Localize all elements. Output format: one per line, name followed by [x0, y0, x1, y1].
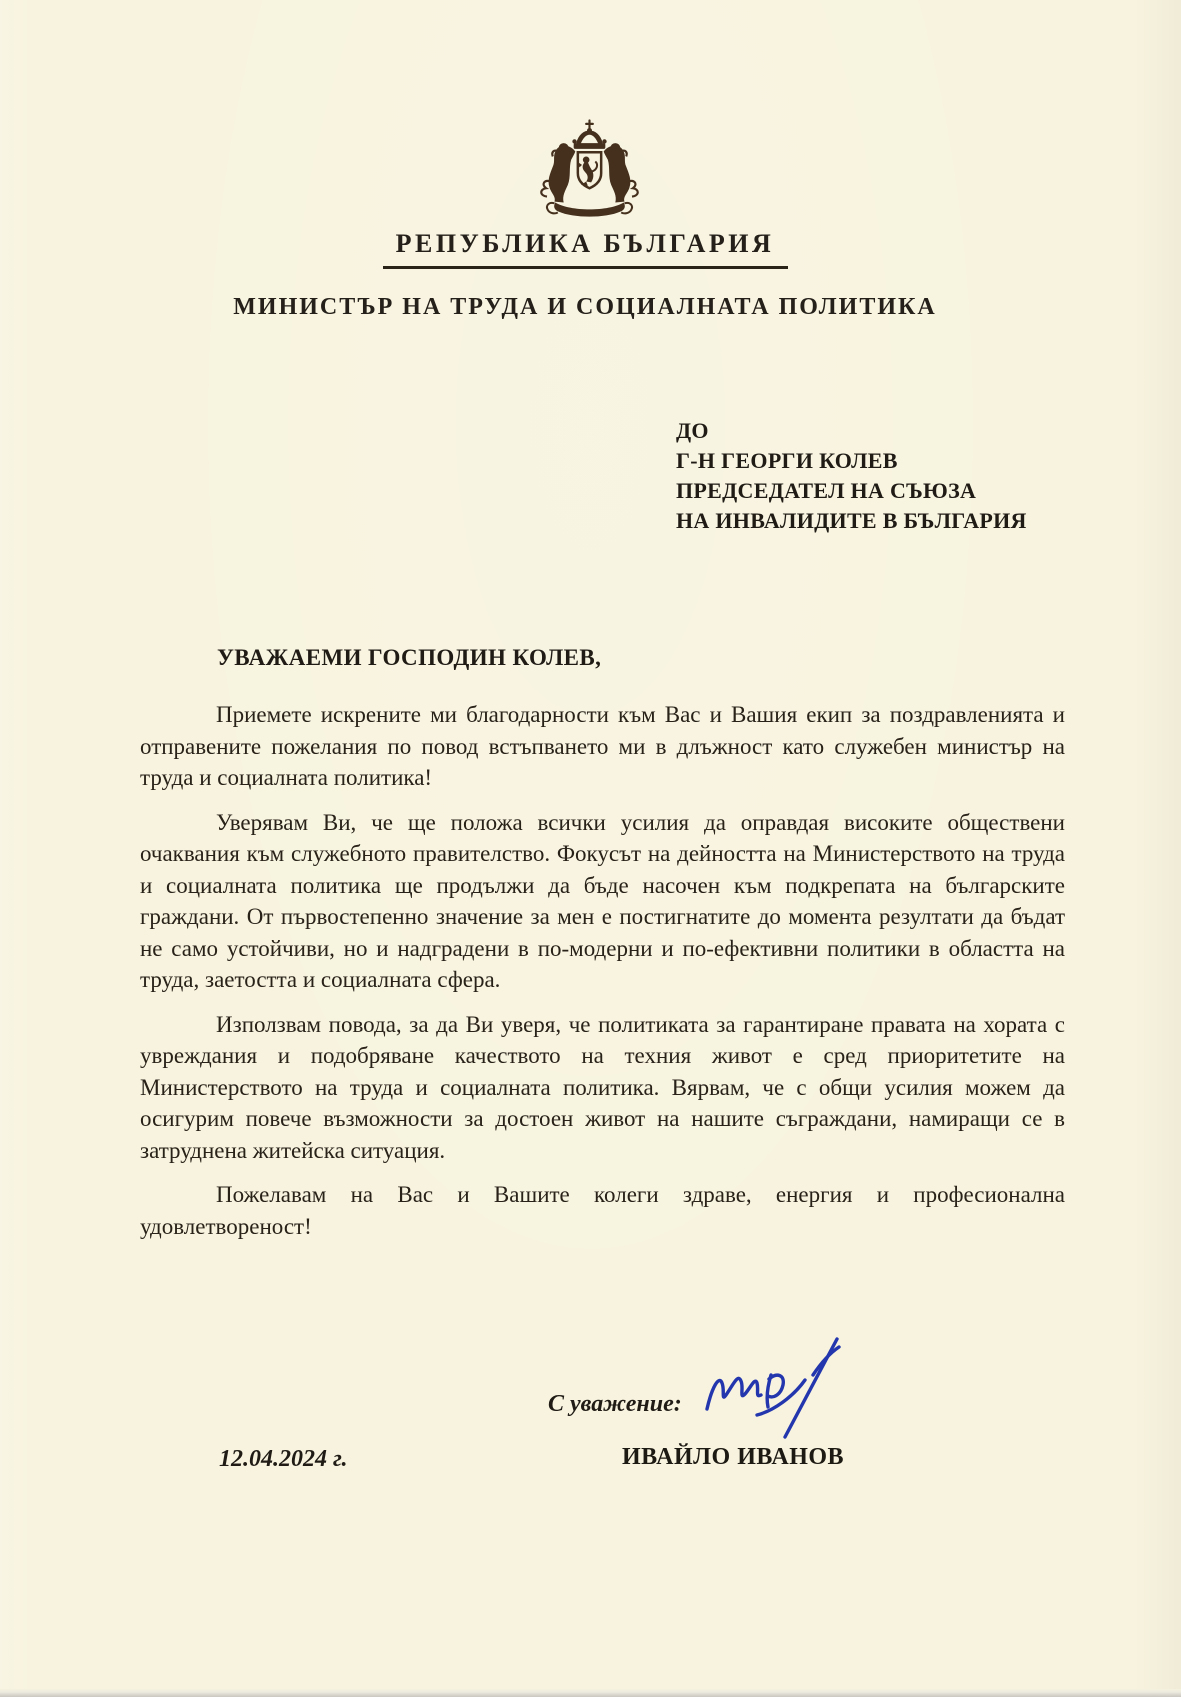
signatory-name: ИВАЙЛО ИВАНОВ: [622, 1444, 845, 1470]
signature-scribble: [697, 1325, 847, 1443]
letter-body: [140, 699, 1065, 1255]
recipient-line-to: ДО: [676, 418, 709, 443]
letterhead-divider: [383, 266, 788, 269]
recipient-block: [676, 416, 1027, 536]
recipient-line-name: Г-Н ГЕОРГИ КОЛЕВ: [676, 448, 898, 473]
scan-edge: [0, 1689, 1181, 1697]
recipient-line-title-2: НА ИНВАЛИДИТЕ В БЪЛГАРИЯ: [676, 508, 1027, 533]
paragraph-2: Уверявам Ви, че ще положа всички усилия да оправдая високите обществени очаквания към служебното правителство. Фокусът на дейността на Министерството на труда и социалната политика ще продължи да бъде насочен към подкрепата на българските граждани. От първостепенно значение за мен е постигнатите до момента резултати да бъдат не само устойчиви, но и надградени в по-модерни и по-ефективни политики в областта на труда, заетостта и социалната сфера.: [140, 809, 1065, 992]
coat-of-arms-icon: [527, 118, 652, 220]
paragraph-1: Приемете искрените ми благодарности към Вас и Вашия екип за поздравленията и отправените пожелания по повод встъпването ми в длъжност като служебен министър на труда и социалната политика!: [140, 702, 1065, 790]
date: 12.04.2024 г.: [219, 1446, 348, 1472]
republic-title: РЕПУБЛИКА БЪЛГАРИЯ: [395, 229, 775, 258]
paragraph-3: Използвам повода, за да Ви уверя, че политиката за гарантиране правата на хората с увреждания и подобряване качеството на техния живот е сред приоритетите на Министерството на труда и социалната политика. Вярвам, че с общи усилия можем да осигурим повече възможности за достоен живот на нашите съграждани, намиращи се в затруднена житейска ситуация.: [140, 1011, 1065, 1163]
closing-phrase: С уважение:: [548, 1391, 682, 1417]
recipient-line-title-1: ПРЕДСЕДАТЕЛ НА СЪЮЗА: [676, 478, 977, 503]
minister-title: МИНИСТЪР НА ТРУДА И СОЦИАЛНАТА ПОЛИТИКА: [233, 294, 937, 320]
salutation: УВАЖАЕМИ ГОСПОДИН КОЛЕВ,: [217, 645, 602, 670]
paragraph-4: Пожелавам на Вас и Вашите колеги здраве, енергия и професионална удовлетвореност!: [140, 1182, 1065, 1239]
